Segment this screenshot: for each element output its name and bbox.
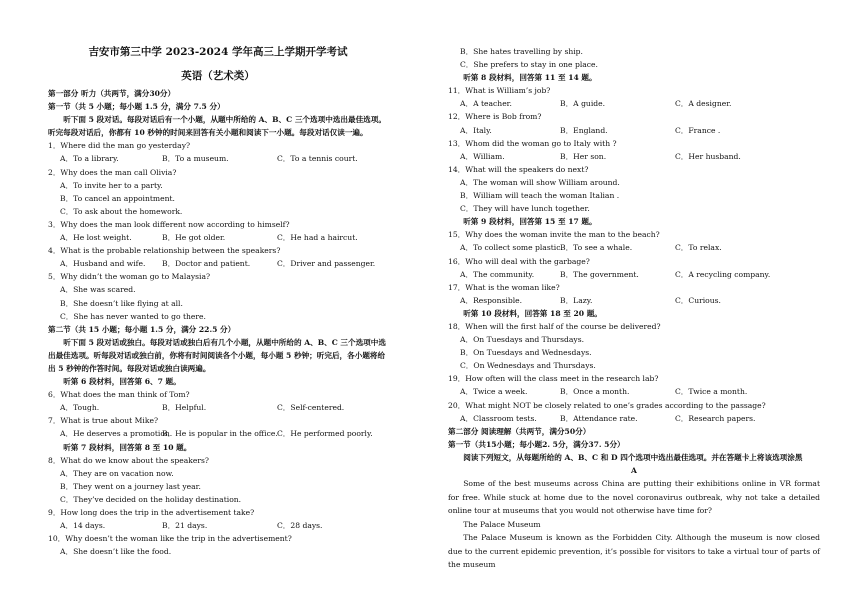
option-a: A．To collect some plastic. [460, 243, 563, 253]
option-a: A．She was scared. [60, 285, 136, 295]
option-c: C．They will have lunch together. [460, 204, 590, 214]
exam-title: 吉安市第三中学 2023-2024 学年高三上学期开学考试 [88, 46, 348, 58]
question-stem: 9．How long does the trip in the advertisement take? [48, 508, 255, 517]
option-c: C．France . [675, 125, 721, 135]
options-row [48, 519, 388, 532]
options-row [448, 268, 820, 281]
right-column [448, 0, 820, 572]
option-a: A．William. [460, 151, 505, 161]
question-stem: 16．Who will deal with the garbage? [448, 256, 590, 266]
part2-instruction: 阅读下列短文，从每题所给的 A、B、C 和 D 四个选项中选出最佳选项。并在答题卡上将该选项涂黑 [463, 452, 803, 462]
option-b: B．Once a month. [560, 387, 630, 397]
material-10-heading: 听第 10 段材料，回答第 18 至 20 题。 [463, 308, 602, 318]
option-b: B．21 days. [162, 521, 208, 531]
passage-paragraph: The Palace Museum is known as the Forbidden City. Although the museum is now closed due to the current epidemic prevention, it’s possible for visitors to take a virtual tour of parts of the museum [448, 532, 820, 570]
material-6-heading: 听第 6 段材料，回答第 6、7 题。 [63, 377, 181, 387]
options-row [448, 97, 820, 110]
option-c: C．She prefers to stay in one place. [460, 60, 598, 70]
option-b: B．To a museum. [162, 154, 229, 164]
options-row [48, 231, 388, 244]
passage-label: A [631, 466, 637, 475]
options-row [448, 385, 820, 398]
option-b: B．A guide. [560, 99, 606, 109]
option-b: B．Doctor and patient. [162, 259, 251, 269]
part1-section1-heading: 第一节（共 5 小题；每小题 1.5 分，满分 7.5 分） [48, 102, 225, 112]
material-7-heading: 听第 7 段材料，回答第 8 至 10 题。 [63, 442, 192, 452]
question-stem: 10．Why doesn’t the woman like the trip in the advertisement? [48, 534, 292, 544]
option-b: B．Her son. [560, 151, 607, 161]
option-b: B．She doesn’t like flying at all. [60, 298, 183, 308]
option-c: C．Her husband. [675, 151, 741, 161]
material-8-heading: 听第 8 段材料，回答第 11 至 14 题。 [463, 73, 597, 83]
passage-paragraph: Some of the best museums across China are putting their exhibitions online in VR format for free. While stuck at home due to the novel coronavirus outbreak, why not take a detailed online tour at museums that you would not otherwise have time for? [448, 479, 820, 516]
option-a: A．She doesn’t like the food. [60, 547, 172, 557]
option-c: C．He had a haircut. [277, 233, 358, 243]
option-c: C．They’ve decided on the holiday destination. [60, 494, 242, 504]
material-9-heading: 听第 9 段材料，回答第 15 至 17 题。 [463, 217, 597, 227]
option-b: B．William will teach the woman Italian . [460, 191, 620, 201]
option-b: B．Attendance rate. [560, 413, 638, 423]
option-c: C．28 days. [277, 521, 323, 531]
question-stem: 19．How often will the class meet in the research lab? [448, 374, 659, 384]
option-a: A．Tough. [60, 403, 100, 413]
option-c: C．To a tennis court. [277, 154, 358, 164]
option-c: C．Self-centered. [277, 403, 345, 413]
option-c: C．On Wednesdays and Thursdays. [460, 361, 596, 371]
question-stem: 7．What is true about Mike? [48, 416, 159, 426]
option-b: B．To see a whale. [560, 243, 633, 253]
question-stem: 14．What will the speakers do next? [448, 164, 589, 174]
passage-subtitle: The Palace Museum [463, 519, 541, 529]
option-a: A．On Tuesdays and Thursdays. [460, 335, 584, 345]
options-row [48, 257, 388, 270]
part2-section1-heading: 第一节（共15小题；每小题2. 5分，满分37. 5分） [448, 439, 625, 449]
question-stem: 1．Where did the man go yesterday? [48, 141, 191, 151]
options-row [448, 241, 820, 254]
question-stem: 13．Whom did the woman go to Italy with ? [448, 138, 617, 148]
part1-section2-heading: 第二节（共 15 小题；每小题 1.5 分，满分 22.5 分） [48, 324, 236, 334]
option-c: C．Driver and passenger. [277, 259, 376, 269]
option-b: B．England. [560, 125, 608, 135]
options-row [448, 294, 820, 307]
question-stem: 6．What does the man think of Tom? [48, 390, 190, 400]
question-stem: 15．Why does the woman invite the man to the beach? [448, 230, 660, 240]
part1-heading: 第一部分 听力（共两节，满分30分） [48, 89, 176, 98]
option-c: C．To ask about the homework. [60, 206, 183, 216]
options-row [48, 427, 388, 440]
options-row [48, 152, 388, 165]
question-stem: 17．What is the woman like? [448, 282, 560, 292]
exam-subtitle: 英语（艺术类） [181, 70, 255, 82]
question-stem: 20．What might NOT be closely related to one’s grades according to the passage? [448, 400, 766, 410]
option-b: B．He got older. [162, 233, 226, 243]
option-c: C．Curious. [675, 295, 721, 305]
part1-section2-instruction: 听下面 5 段对话或独白。每段对话或独白后有几个小题，从题中所给的 A、B、C 三个选项中选出最佳选项。听每段对话或独白前，你将有时间阅读各个小题，每小题 5 秒钟；听完后，各小题将给出 5 秒钟的作答时间。每段对话或独白读两遍。 [48, 337, 386, 373]
question-stem: 5．Why didn’t the woman go to Malaysia? [48, 272, 211, 282]
question-stem: 12．Where is Bob from? [448, 112, 542, 122]
option-c: C．He performed poorly. [277, 429, 373, 439]
question-stem: 2．Why does the man call Olivia? [48, 167, 177, 177]
option-a: A．A teacher. [460, 99, 512, 109]
options-row [448, 150, 820, 163]
option-c: C．She has never wanted to go there. [60, 311, 206, 321]
question-stem: 18．When will the first half of the course be delivered? [448, 321, 661, 331]
part2-heading: 第二部分 阅读理解（共两节，满分50分） [448, 426, 591, 436]
option-a: A．They are on vacation now. [60, 468, 174, 478]
question-stem: 4．What is the probable relationship between the speakers? [48, 246, 281, 256]
option-a: A．To invite her to a party. [60, 180, 163, 190]
question-stem: 11．What is William’s job? [448, 86, 551, 96]
top-spacer [448, 0, 820, 45]
option-a: A．Classroom tests. [460, 413, 537, 423]
option-b: B．The government. [560, 269, 639, 279]
option-b: B．She hates travelling by ship. [460, 47, 583, 56]
option-c: C．Research papers. [675, 413, 756, 423]
option-b: B．They went on a journey last year. [60, 481, 201, 491]
option-a: A．Husband and wife. [60, 259, 146, 269]
left-column [48, 0, 388, 558]
question-stem: 8．What do we know about the speakers? [48, 455, 209, 465]
option-b: B．He is popular in the office. [162, 429, 278, 439]
option-a: A．Italy. [460, 125, 492, 135]
option-a: A．Twice a week. [460, 387, 528, 397]
option-b: B．Lazy. [560, 295, 593, 305]
option-a: A．Responsible. [460, 295, 523, 305]
options-row [448, 124, 820, 137]
question-stem: 3．Why does the man look different now according to himself? [48, 219, 290, 229]
option-b: B．To cancel an appointment. [60, 193, 175, 203]
option-c: C．A recycling company. [675, 269, 771, 279]
option-c: C．A designer. [675, 99, 732, 109]
option-a: A．The community. [460, 269, 535, 279]
option-c: C．To relax. [675, 243, 722, 253]
option-b: B．Helpful. [162, 403, 207, 413]
option-a: A．14 days. [60, 521, 106, 531]
option-a: A．He deserves a promotion. [60, 429, 173, 439]
options-row [48, 401, 388, 414]
option-b: B．On Tuesdays and Wednesdays. [460, 348, 592, 358]
part1-section1-instruction: 听下面 5 段对话。每段对话后有一个小题，从题中所给的 A、B、C 三个选项中选出最佳选项。听完每段对话后，你都有 10 秒钟的时间来回答有关小题和阅读下一小题。每段对话仅读一遍。 [48, 115, 386, 138]
option-c: C．Twice a month. [675, 387, 748, 397]
option-a: A．The woman will show William around. [460, 177, 620, 187]
options-row [448, 412, 820, 425]
option-a: A．He lost weight. [60, 233, 132, 243]
option-a: A．To a library. [60, 154, 119, 164]
